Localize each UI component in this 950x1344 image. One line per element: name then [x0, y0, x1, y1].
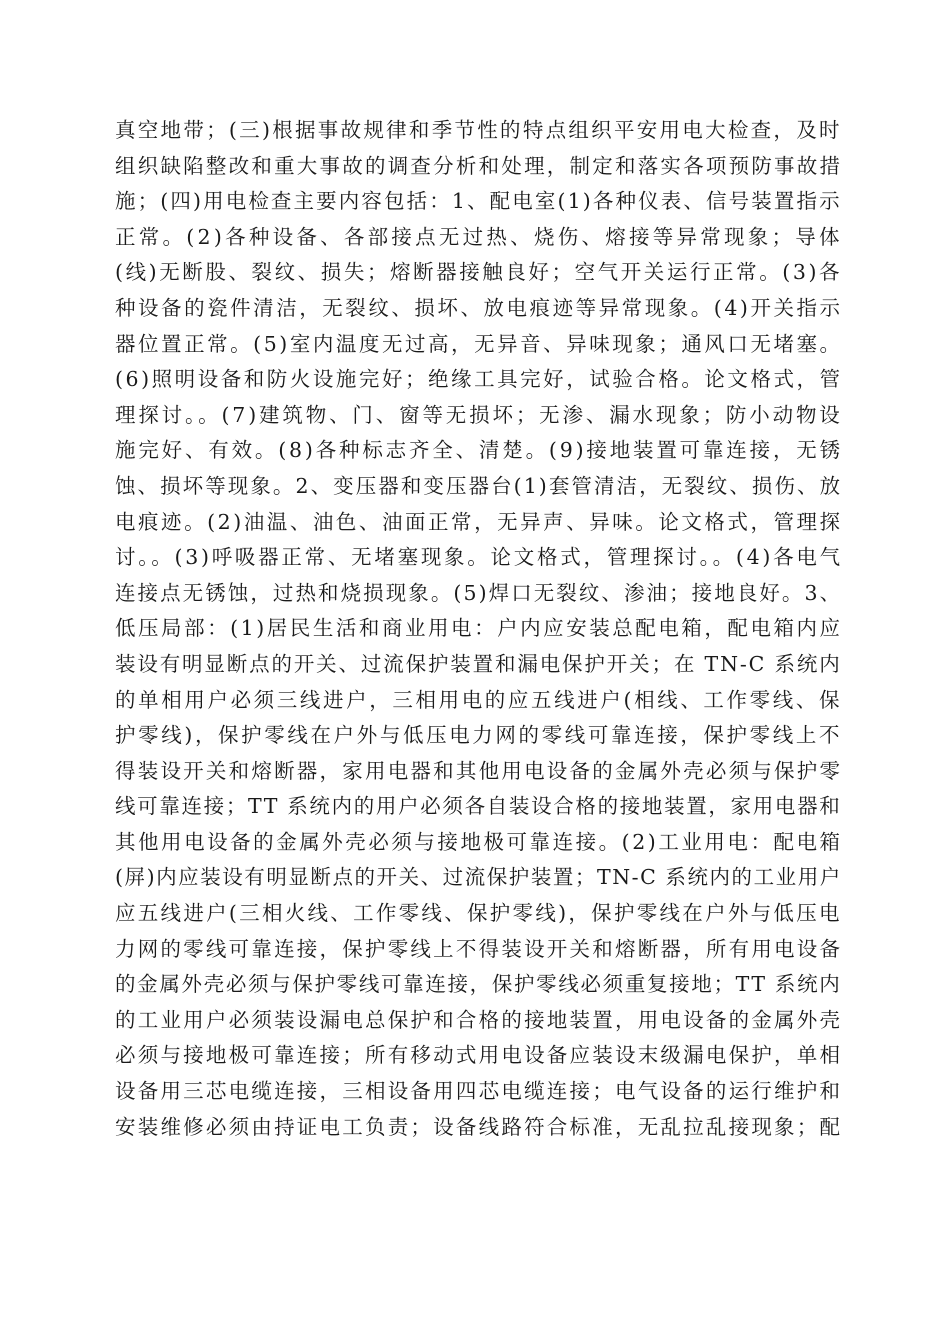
text-line: 力网的零线可靠连接，保护零线上不得装设开关和熔断器，所有用电设备	[115, 936, 843, 961]
text-line: (线)无断股、裂纹、损失；熔断器接触良好；空气开关运行正常。(3)各	[115, 260, 843, 285]
text-line: 得装设开关和熔断器，家用电器和其他用电设备的金属外壳必须与保护零	[115, 758, 843, 783]
text-line: 蚀、损坏等现象。2、变压器和变压器台(1)套管清洁，无裂纹、损伤、放	[115, 473, 843, 498]
text-line: 的金属外壳必须与保护零线可靠连接，保护零线必须重复接地；TT 系统内	[115, 972, 842, 997]
text-line: 器位置正常。(5)室内温度无过高，无异音、异味现象；通风口无堵塞。	[115, 331, 843, 356]
text-line: 连接点无锈蚀，过热和烧损现象。(5)焊口无裂纹、渗油；接地良好。3、	[115, 580, 843, 605]
text-line: 组织缺陷整改和重大事故的调查分析和处理，制定和落实各项预防事故措	[115, 153, 843, 178]
text-line: (屏)内应装设有明显断点的开关、过流保护装置；TN-C 系统内的工业用户	[115, 865, 842, 890]
text-line: 安装维修必须由持证电工负责；设备线路符合标准，无乱拉乱接现象；配	[115, 1114, 843, 1139]
text-line: 装设有明显断点的开关、过流保护装置和漏电保护开关；在 TN-C 系统内	[115, 651, 842, 676]
text-line: 正常。(2)各种设备、各部接点无过热、烧伤、熔接等异常现象；导体	[115, 224, 843, 249]
text-line: 讨。。(3)呼吸器正常、无堵塞现象。论文格式，管理探讨。。(4)各电气	[115, 545, 843, 570]
text-line: 设备用三芯电缆连接，三相设备用四芯电缆连接；电气设备的运行维护和	[115, 1079, 843, 1104]
body-text	[115, 113, 843, 1145]
text-line: 施完好、有效。(8)各种标志齐全、清楚。(9)接地装置可靠连接，无锈	[115, 438, 843, 463]
text-line: 电痕迹。(2)油温、油色、油面正常，无异声、异味。论文格式，管理探	[115, 509, 843, 534]
text-line: 真空地带；(三)根据事故规律和季节性的特点组织平安用电大检查，及时	[115, 118, 842, 142]
text-line: 施；(四)用电检查主要内容包括：1、配电室(1)各种仪表、信号装置指示	[115, 189, 842, 214]
text-line: 理探讨。。(7)建筑物、门、窗等无损坏；无渗、漏水现象；防小动物设	[115, 402, 843, 427]
text-line: 低压局部：(1)居民生活和商业用电：户内应安装总配电箱，配电箱内应	[115, 616, 843, 641]
text-line: 必须与接地极可靠连接；所有移动式用电设备应装设末级漏电保护，单相	[115, 1043, 843, 1068]
text-line: 应五线进户(三相火线、工作零线、保护零线)，保护零线在户外与低压电	[115, 901, 842, 926]
text-line: 的工业用户必须装设漏电总保护和合格的接地装置，用电设备的金属外壳	[115, 1007, 843, 1032]
text-line: (6)照明设备和防火设施完好；绝缘工具完好，试验合格。论文格式，管	[115, 367, 843, 392]
text-line: 其他用电设备的金属外壳必须与接地极可靠连接。(2)工业用电：配电箱	[115, 829, 843, 854]
text-line: 线可靠连接；TT 系统内的用户必须各自装设合格的接地装置，家用电器和	[115, 794, 842, 819]
text-line: 的单相用户必须三线进户，三相用电的应五线进户(相线、工作零线、保	[115, 687, 843, 712]
text-line: 种设备的瓷件清洁，无裂纹、损坏、放电痕迹等异常现象。(4)开关指示	[115, 295, 843, 320]
text-line: 护零线)，保护零线在户外与低压电力网的零线可靠连接，保护零线上不	[115, 723, 843, 748]
